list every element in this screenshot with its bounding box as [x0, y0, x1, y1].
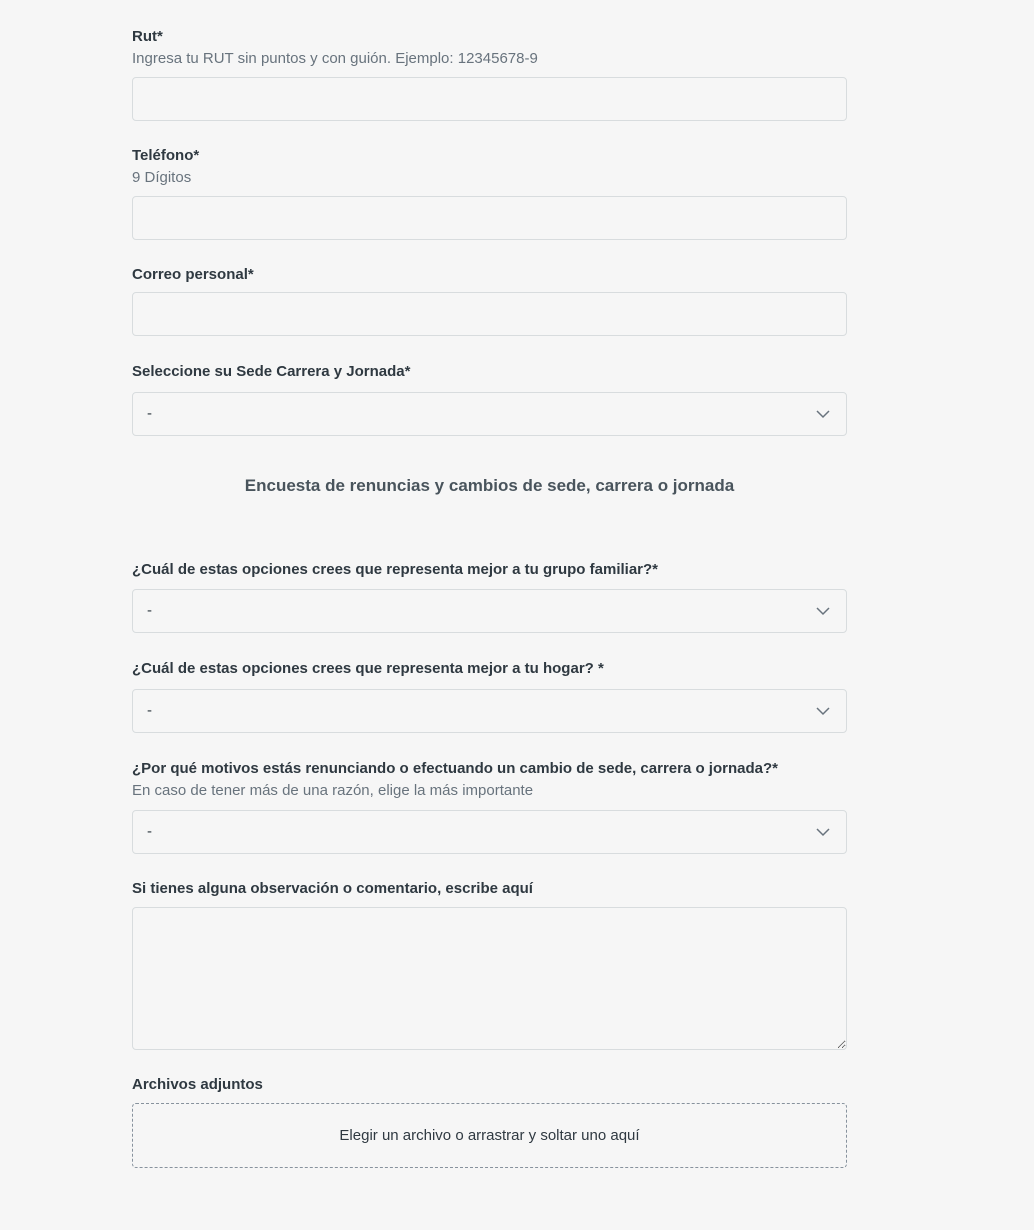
- correo-field-group: [132, 265, 847, 336]
- rut-input[interactable]: [132, 77, 847, 121]
- correo-label: Correo personal*: [132, 266, 254, 283]
- chevron-down-icon: [816, 706, 830, 716]
- motivos-select[interactable]: [132, 810, 847, 854]
- motivos-field-group: [132, 759, 847, 854]
- telefono-hint: 9 Dígitos: [132, 169, 192, 186]
- motivos-select-value: -: [147, 823, 152, 840]
- observacion-label: Si tienes alguna observación o comentario, escribe aquí: [132, 880, 533, 897]
- hogar-select-value: -: [147, 702, 152, 719]
- grupo-familiar-select[interactable]: [132, 589, 847, 633]
- hogar-field-group: [132, 659, 847, 733]
- telefono-label: Teléfono*: [132, 147, 200, 164]
- rut-hint: Ingresa tu RUT sin puntos y con guión. Ejemplo: 12345678-9: [132, 50, 538, 67]
- motivos-hint: En caso de tener más de una razón, elige la más importante: [132, 782, 534, 799]
- correo-input[interactable]: [132, 292, 847, 336]
- grupo-familiar-field-group: [132, 560, 847, 633]
- adjuntos-label: Archivos adjuntos: [132, 1076, 263, 1093]
- observacion-field-group: [132, 879, 847, 1050]
- sede-field-group: [132, 362, 847, 436]
- chevron-down-icon: [816, 827, 830, 837]
- rut-field-group: [132, 27, 847, 121]
- rut-label: Rut*: [132, 28, 163, 45]
- observacion-textarea[interactable]: [132, 907, 847, 1050]
- file-dropzone-text: Elegir un archivo o arrastrar y soltar uno aquí: [339, 1127, 640, 1144]
- sede-select-value: -: [147, 405, 152, 422]
- grupo-familiar-label: ¿Cuál de estas opciones crees que representa mejor a tu grupo familiar?*: [132, 561, 658, 578]
- telefono-field-group: [132, 146, 847, 240]
- grupo-familiar-select-value: -: [147, 602, 152, 619]
- hogar-select[interactable]: [132, 689, 847, 733]
- chevron-down-icon: [816, 606, 830, 616]
- telefono-input[interactable]: [132, 196, 847, 240]
- sede-select[interactable]: [132, 392, 847, 436]
- hogar-label: ¿Cuál de estas opciones crees que representa mejor a tu hogar? *: [132, 660, 604, 677]
- file-dropzone[interactable]: [132, 1103, 847, 1168]
- chevron-down-icon: [816, 409, 830, 419]
- survey-title: Encuesta de renuncias y cambios de sede, carrera o jornada: [244, 476, 735, 495]
- sede-label: Seleccione su Sede Carrera y Jornada*: [132, 363, 411, 380]
- motivos-label: ¿Por qué motivos estás renunciando o efectuando un cambio de sede, carrera o jornada?*: [132, 760, 778, 777]
- adjuntos-field-group: [132, 1075, 847, 1168]
